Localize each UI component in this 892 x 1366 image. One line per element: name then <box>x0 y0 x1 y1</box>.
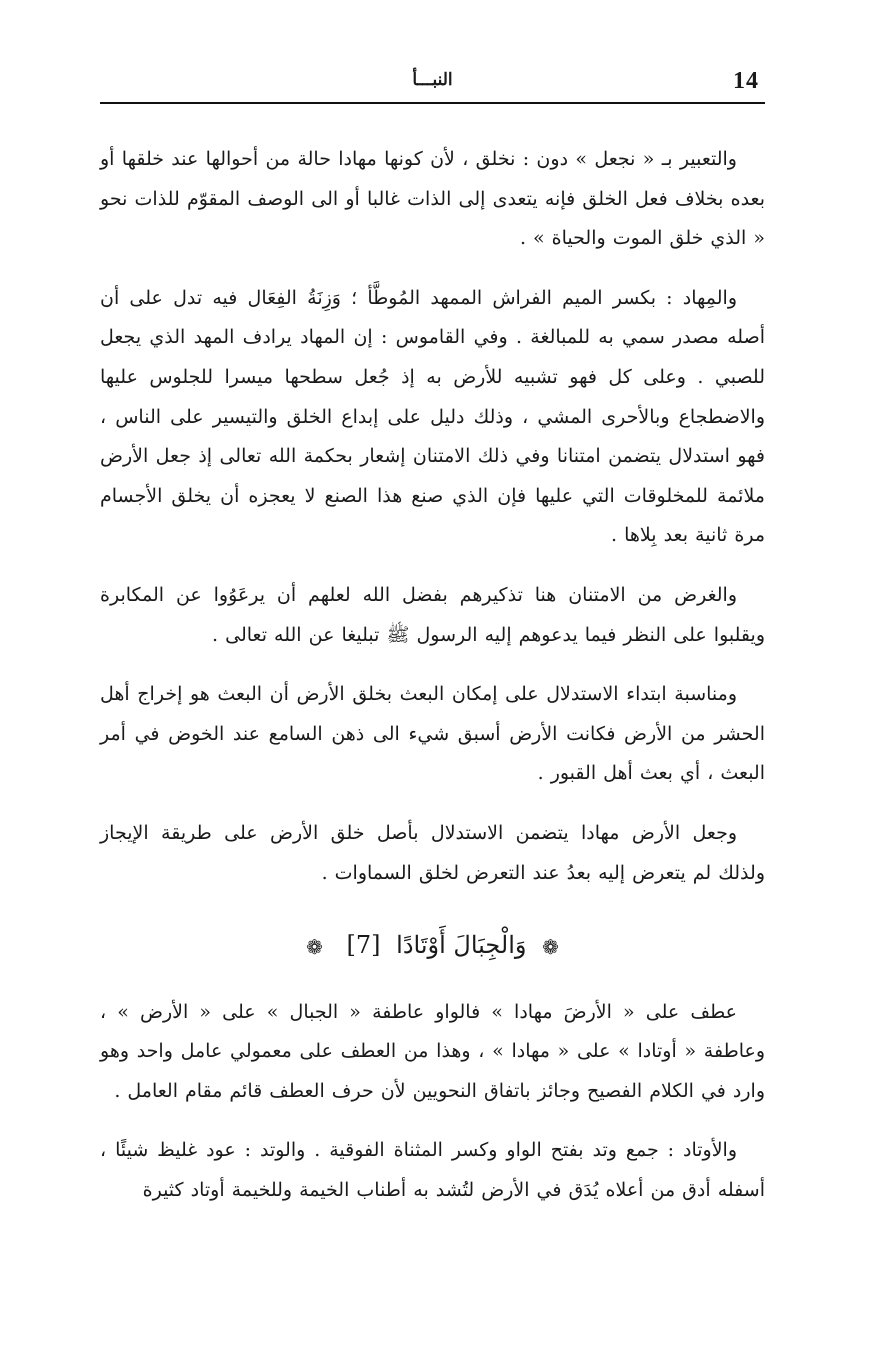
quran-verse <box>100 925 765 967</box>
header-divider <box>100 102 765 104</box>
page-body <box>100 140 765 1231</box>
page-header <box>100 60 765 100</box>
paragraph: والغرض من الامتنان هنا تذكيرهم بفضل الله لعلهم أن يرعَوُوا عن المكابرة ويقلبوا على النظر فيما يدعوهم إليه الرسول ﷺ تبليغا عن الله تعالى . <box>100 583 765 646</box>
paragraph: والأوتاد : جمع وتد بفتح الواو وكسر المثناة الفوقية . والوتد : عود غليظ شيئًا ، أسفله أدق من أعلاه يُدَق في الأرض لتُشد به أطناب الخيمة وللخيمة أوتاد كثيرة <box>100 1139 765 1201</box>
ornate-bracket-icon: ❁ <box>542 934 559 959</box>
verse-text: وَالْجِبَالَ أَوْتَادًا <box>396 931 527 960</box>
paragraph: ومناسبة ابتداء الاستدلال على إمكان البعث بخلق الأرض أن البعث هو إخراج أهل الحشر من الأرض فكانت الأرض أسبق شيء الى ذهن السامع عند الخوض في أمر البعث ، أي بعث أهل القبور . <box>100 683 765 785</box>
ornate-bracket-icon: ❁ <box>306 934 323 959</box>
page-number: 14 <box>733 68 759 94</box>
paragraph: عطف على « الأرضَ مهادا » فالواو عاطفة « الجبال » على « الأرض » ، وعاطفة « أوتادا » على « مهادا » ، وهذا من العطف على معمولي عامل واحد وهو وارد في الكلام الفصيح وجائز باتفاق النحويين لأن حرف العطف قائم مقام العامل . <box>100 1000 765 1102</box>
verse-number: [7] <box>346 931 381 960</box>
running-title: النبـــأ <box>412 70 453 90</box>
paragraph: وجعل الأرض مهادا يتضمن الاستدلال بأصل خلق الأرض على طريقة الإيجاز ولذلك لم يتعرض إليه بعدُ عند التعرض لخلق السماوات . <box>100 821 765 884</box>
paragraph: والتعبير بـ « نجعل » دون : نخلق ، لأن كونها مهادا حالة من أحوالها عند خلقها أو بعده بخلاف فعل الخلق فإنه يتعدى إلى الذات غالبا أو الى الوصف المقوّم للذات نحو « الذي خلق الموت والحياة » . <box>100 148 765 250</box>
paragraph: والمِهاد : بكسر الميم الفراش الممهد المُوطَّأ ؛ وَزِنَةُ الفِعَال فيه تدل على أن أصله مصدر سمي به للمبالغة . وفي القاموس : إن المهاد يرادف المهد الذي يجعل للصبي . وعلى كل فهو تشبيه للأرض به إذ جُعل سطحها ميسرا للجلوس عليها والاضطجاع وبالأحرى المشي ، وذلك دليل على إبداع الخلق والتيسير على الناس ، فهو استدلال يتضمن امتنانا وفي ذلك الامتنان إشعار بحكمة الله تعالى إذ جعل الأرض ملائمة للمخلوقات التي عليها فإن الذي صنع هذا الصنع لا يعجزه أن يخلق الأجسام مرة ثانية بعد بِلاها . <box>100 286 765 547</box>
